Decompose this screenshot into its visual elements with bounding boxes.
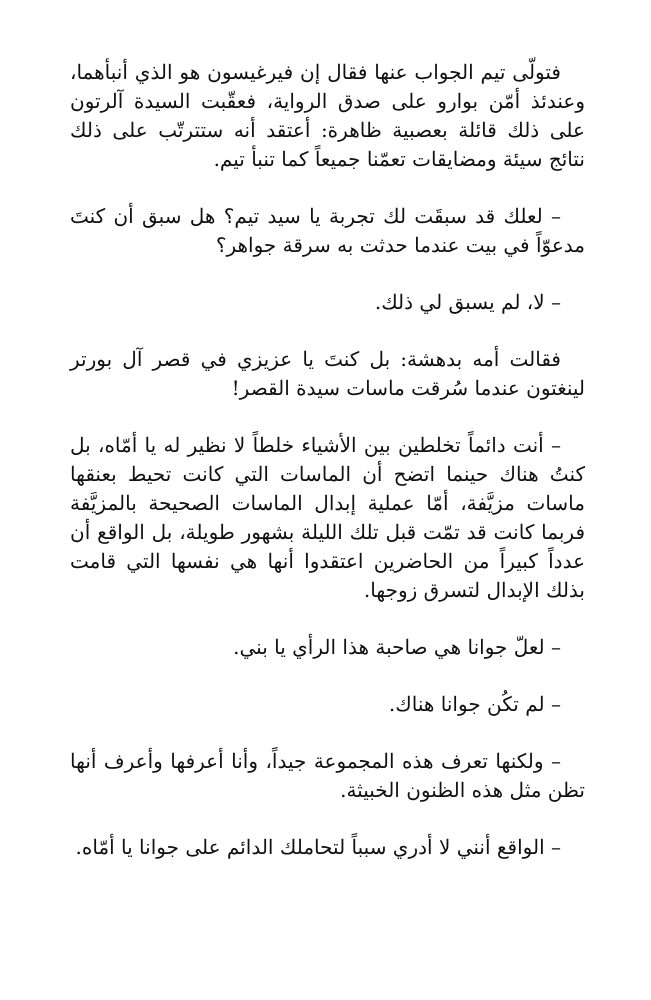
paragraph-9: – الواقع أنني لا أدري سبباً لتحاملك الدائم على جوانا يا أمّاه. <box>75 835 561 859</box>
paragraph-8: – ولكنها تعرف هذه المجموعة جيداً، وأنا أعرفها وأعرف أنها تظن مثل هذه الظنون الخبيثة. <box>70 749 585 802</box>
paragraph-1: فتولّى تيم الجواب عنها فقال إن فيرغيسون هو الذي أنبأهما، وعندئذ أمّن بوارو على صدق الرواية، فعقّبت السيدة آلرتون على ذلك قائلة بعصبية ظاهرة: أعتقد أنه ستترتّب على ذلك نتائج سيئة ومضايقات تعمّنا جميعاً كما تنبأ تيم. <box>70 60 585 171</box>
paragraph-2: – لعلك قد سبقَت لك تجربة يا سيد تيم؟ هل سبق أن كنتَ مدعوّاً في بيت عندما حدثت به سرقة جواهر؟ <box>70 204 585 257</box>
paragraph-5: – أنت دائماً تخلطين بين الأشياء خلطاً لا نظير له يا أمّاه، بل كنتُ هناك حينما اتضح أن الماسات التي كانت تحيط بعنقها ماسات مزيَّفة، أمّا عملية إبدال الماسات الصحيحة بالمزيَّفة فربما كانت قد تمّت قبل تلك الليلة بشهور طويلة، بل الواقع أن عدداً كبيراً من الحاضرين اعتقدوا أنها هي نفسها التي قامت بذلك الإبدال لتسرق زوجها. <box>70 433 585 602</box>
book-page <box>70 58 585 862</box>
paragraph-3: – لا، لم يسبق لي ذلك. <box>374 290 561 314</box>
paragraph-7: – لم تكُن جوانا هناك. <box>388 692 561 716</box>
paragraph-6: – لعلّ جوانا هي صاحبة هذا الرأي يا بني. <box>233 635 561 659</box>
paragraph-4: فقالت أمه بدهشة: بل كنتَ يا عزيزي في قصر آل بورتر لينغتون عندما سُرقت ماسات سيدة القصر! <box>70 347 585 400</box>
